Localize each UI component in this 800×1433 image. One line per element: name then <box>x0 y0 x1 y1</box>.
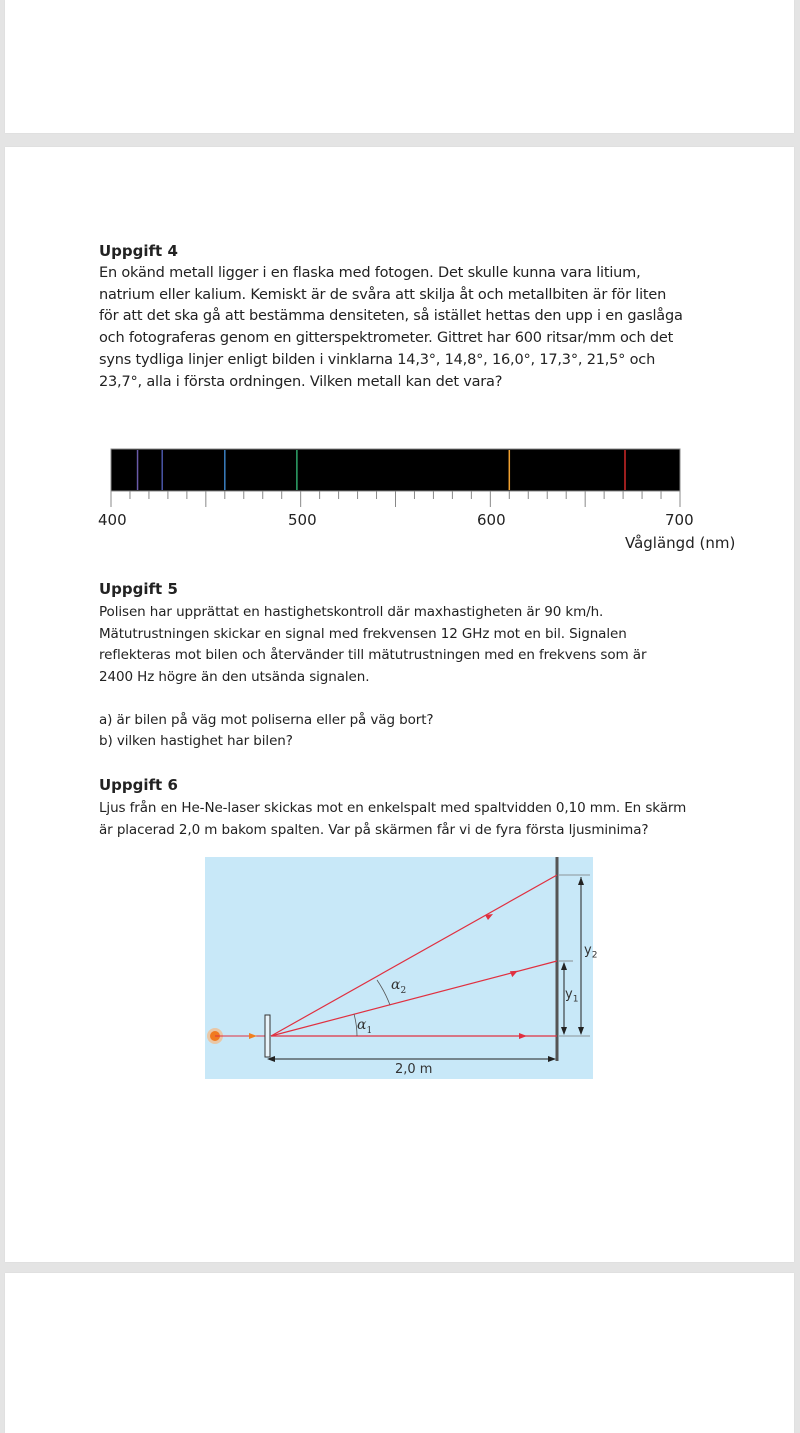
task-4-line: natrium eller kalium. Kemiskt är de svåra att skilja åt och metallbiten är för liten <box>99 286 667 303</box>
diagram-svg <box>205 857 593 1079</box>
slit <box>265 1015 270 1057</box>
task-6 <box>99 776 719 841</box>
tick-700: 700 <box>665 511 694 529</box>
task-4-line: 23,7°, alla i första ordningen. Vilken metall kan det vara? <box>99 373 503 390</box>
task-5 <box>99 580 719 753</box>
y2-label: $y_2$ <box>584 943 598 961</box>
tick-600: 600 <box>477 511 506 529</box>
page-1 <box>5 0 794 133</box>
task-5-line: 2400 Hz högre än den utsända signalen. <box>99 668 370 685</box>
task-4-line: syns tydliga linjer enligt bilden i vinklarna 14,3°, 14,8°, 16,0°, 17,3°, 21,5° och <box>99 351 656 368</box>
task-5-question-b: b) vilken hastighet har bilen? <box>99 733 293 749</box>
task-6-line: Ljus från en He-Ne-laser skickas mot en enkelspalt med spaltvidden 0,10 mm. En skärm <box>99 800 687 816</box>
task-4-line: En okänd metall ligger i en flaska med fotogen. Det skulle kunna vara litium, <box>99 265 641 281</box>
single-slit-diagram <box>205 857 598 1079</box>
spectrum-chart <box>5 147 794 567</box>
task-4-title: Uppgift 4 <box>99 242 178 260</box>
task-5-title: Uppgift 5 <box>99 580 178 598</box>
task-5-question-a: a) är bilen på väg mot poliserna eller på väg bort? <box>99 711 434 728</box>
alpha1-label: $\alpha_1$ <box>357 1017 373 1036</box>
distance-label: 2,0 m <box>395 1062 433 1077</box>
task-6-title: Uppgift 6 <box>99 776 178 794</box>
spectrum-figure <box>5 147 794 567</box>
task-5-line: reflekteras mot bilen och återvänder till mätutrustningen med en frekvens som är <box>99 647 647 663</box>
tick-500: 500 <box>288 511 317 529</box>
y1-label: $y_1$ <box>565 987 579 1005</box>
page-2 <box>5 147 794 1262</box>
axis-label-wavelength: Våglängd (nm) <box>625 534 736 552</box>
tick-400: 400 <box>98 511 127 529</box>
task-4-line: och fotograferas genom en gitterspektrometer. Gittret har 600 ritsar/mm och det <box>99 330 674 347</box>
task-4-line: för att det ska gå att bestämma densiteten, så istället hettas den upp i en gaslåga <box>99 308 683 325</box>
task-6-line: är placerad 2,0 m bakom spalten. Var på skärmen får vi de fyra första ljusminima? <box>99 821 649 838</box>
task-5-line: Polisen har upprättat en hastighetskontroll där maxhastigheten är 90 km/h. <box>99 604 604 620</box>
page-3 <box>5 1273 794 1433</box>
task-5-line: Mätutrustningen skickar en signal med frekvensen 12 GHz mot en bil. Signalen <box>99 625 627 642</box>
alpha2-label: $\alpha_2$ <box>391 977 407 996</box>
